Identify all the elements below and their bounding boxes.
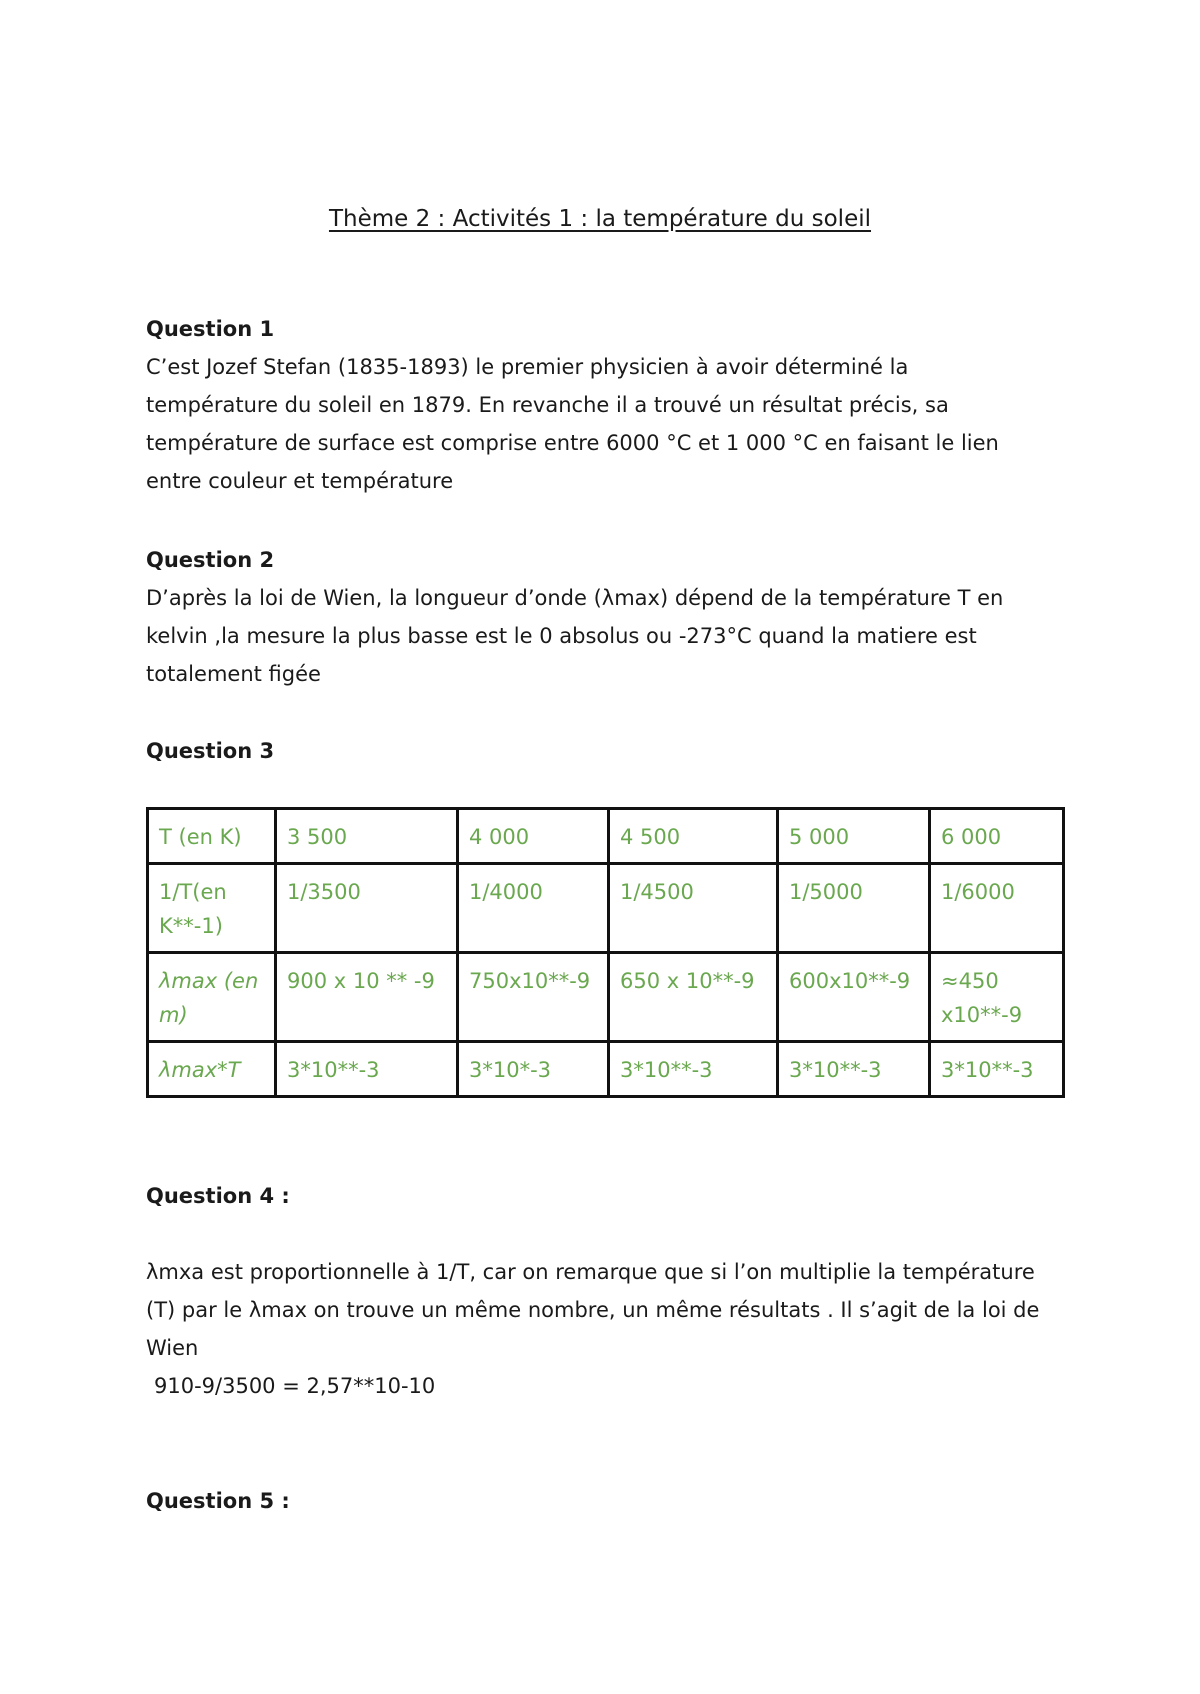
question-1-line: température de surface est comprise entre 6000 °C et 1 000 °C en faisant le lien [146,431,999,455]
table-cell: 1/T(en K**-1) [148,864,276,953]
table-cell: 600x10**-9 [778,953,930,1042]
table-cell: λmax (en m) [148,953,276,1042]
table-row-lambda-max [148,953,1064,1042]
table-cell: 4 500 [609,809,778,864]
table-cell: 1/6000 [930,864,1064,953]
table-cell: 5 000 [778,809,930,864]
table-cell: 3 500 [276,809,458,864]
question-2-line: kelvin ,la mesure la plus basse est le 0 absolus ou -273°C quand la matiere est [146,624,977,648]
question-1-line: entre couleur et température [146,469,454,493]
question-4-line: (T) par le λmax on trouve un même nombre, un même résultats . Il s’agit de la loi de [146,1298,1040,1322]
table-cell: 3*10**-3 [609,1042,778,1097]
table-row-lambda-times-t [148,1042,1064,1097]
table-cell: 3*10**-3 [930,1042,1064,1097]
question-2-heading: Question 2 [146,548,275,572]
page-title: Thème 2 : Activités 1 : la température du soleil [328,206,872,232]
table-cell: 650 x 10**-9 [609,953,778,1042]
table-cell: 900 x 10 ** -9 [276,953,458,1042]
table-cell: 3*10*-3 [458,1042,609,1097]
question-5-heading: Question 5 : [146,1489,290,1513]
question-4-heading: Question 4 : [146,1184,290,1208]
question-2-line: totalement figée [146,662,321,686]
question-1-section [146,310,1066,500]
question-1-line: C’est Jozef Stefan (1835-1893) le premier physicien à avoir déterminé la [146,355,909,379]
wien-data-table [146,807,1065,1098]
table-cell: 3*10**-3 [276,1042,458,1097]
table-cell: 3*10**-3 [778,1042,930,1097]
question-4-line: λmxa est proportionnelle à 1/T, car on remarque que si l’on multiplie la température [146,1260,1035,1284]
table-row-inverse-temperature [148,864,1064,953]
table-cell: T (en K) [148,809,276,864]
table-cell: 4 000 [458,809,609,864]
question-3-section [146,732,1066,770]
table-row-temperature [148,809,1064,864]
question-4-formula: 910-9/3500 = 2,57**10-10 [154,1374,436,1398]
question-1-line: température du soleil en 1879. En revanche il a trouvé un résultat précis, sa [146,393,949,417]
question-2-section [146,541,1066,693]
spacer [146,1215,1066,1253]
question-2-line: D’après la loi de Wien, la longueur d’onde (λmax) dépend de la température T en [146,586,1004,610]
question-1-heading: Question 1 [146,317,275,341]
table-cell: 750x10**-9 [458,953,609,1042]
question-4-section [146,1177,1066,1405]
table-cell: 1/4500 [609,864,778,953]
table-cell: λmax*T [148,1042,276,1097]
wien-data-table-wrapper [146,807,1062,1098]
question-3-heading: Question 3 [146,739,275,763]
question-5-section [146,1482,1066,1520]
table-cell: 1/4000 [458,864,609,953]
table-cell: ≈450 x10**-9 [930,953,1064,1042]
table-cell: 1/5000 [778,864,930,953]
question-4-line: Wien [146,1336,199,1360]
table-cell: 6 000 [930,809,1064,864]
table-cell: 1/3500 [276,864,458,953]
